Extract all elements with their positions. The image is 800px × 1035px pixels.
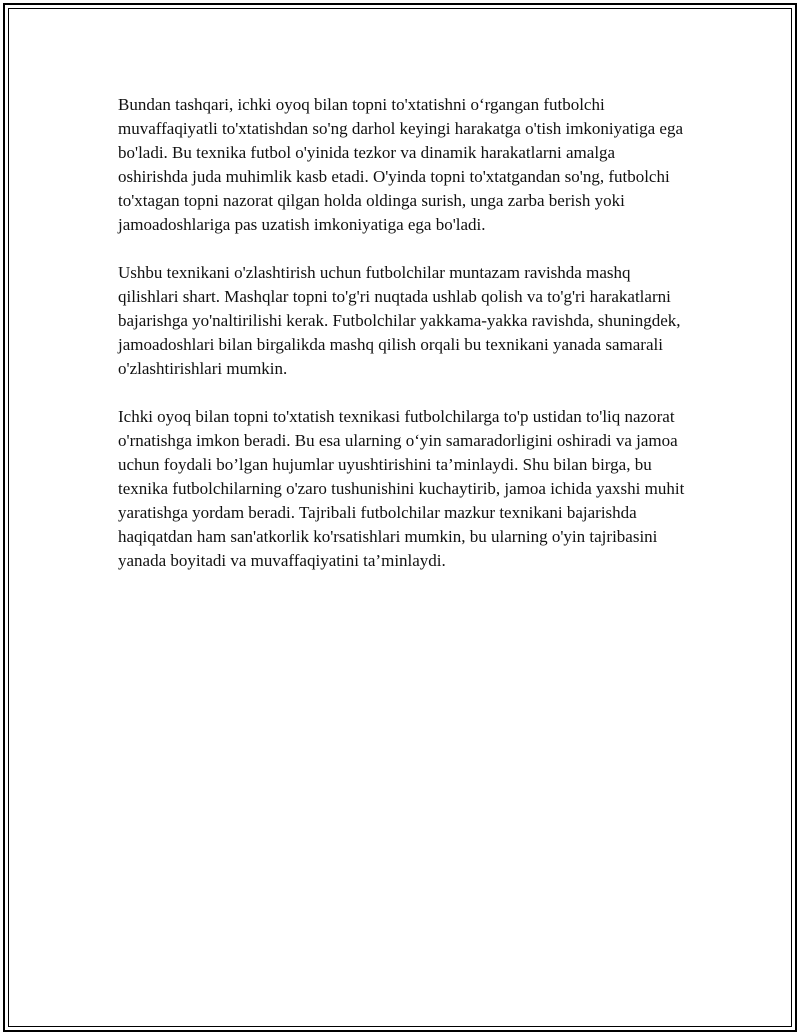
paragraph-3: Ichki oyoq bilan topni to'xtatish texnikasi futbolchilarga to'p ustidan to'liq nazorat o'rnatishga imkon beradi. Bu esa ularning o‘yin samaradorligini oshiradi va jamoa uchun foydali bo’lgan hujumlar uyushtirishini ta’minlaydi. Shu bilan birga, bu texnika futbolchilarning o'zaro tushunishini kuchaytirib, jamoa ichida yaxshi muhit yaratishga yordam beradi. Tajribali futbolchilar mazkur texnikani bajarishda haqiqatdan ham san'atkorlik ko'rsatishlari mumkin, bu ularning o'yin tajribasini yanada boyitadi va muvaffaqiyatini ta’minlaydi.: [118, 407, 685, 570]
document-body: [118, 93, 688, 597]
paragraph-2: Ushbu texnikani o'zlashtirish uchun futbolchilar muntazam ravishda mashq qilishlari shart. Mashqlar topni to'g'ri nuqtada ushlab qolish va to'g'ri harakatlarni bajarishga yo'naltirilishi kerak. Futbolchilar yakkama-yakka ravishda, shuningdek, jamoadoshlari bilan birgalikda mashq qilish orqali bu texnikani yanada samarali o'zlashtirishlari mumkin.: [118, 263, 681, 378]
paragraph-1: Bundan tashqari, ichki oyoq bilan topni to'xtatishni o‘rgangan futbolchi muvaffaqiyatli to'xtatishdan so'ng darhol keyingi harakatga o'tish imkoniyatiga ega bo'ladi. Bu texnika futbol o'yinida tezkor va dinamik harakatlarni amalga oshirishda juda muhimlik kasb etadi. O'yinda topni to'xtatgandan so'ng, futbolchi to'xtagan topni nazorat qilgan holda oldinga surish, unga zarba berish yoki jamoadoshlariga pas uzatish imkoniyatiga ega bo'ladi.: [118, 95, 684, 234]
